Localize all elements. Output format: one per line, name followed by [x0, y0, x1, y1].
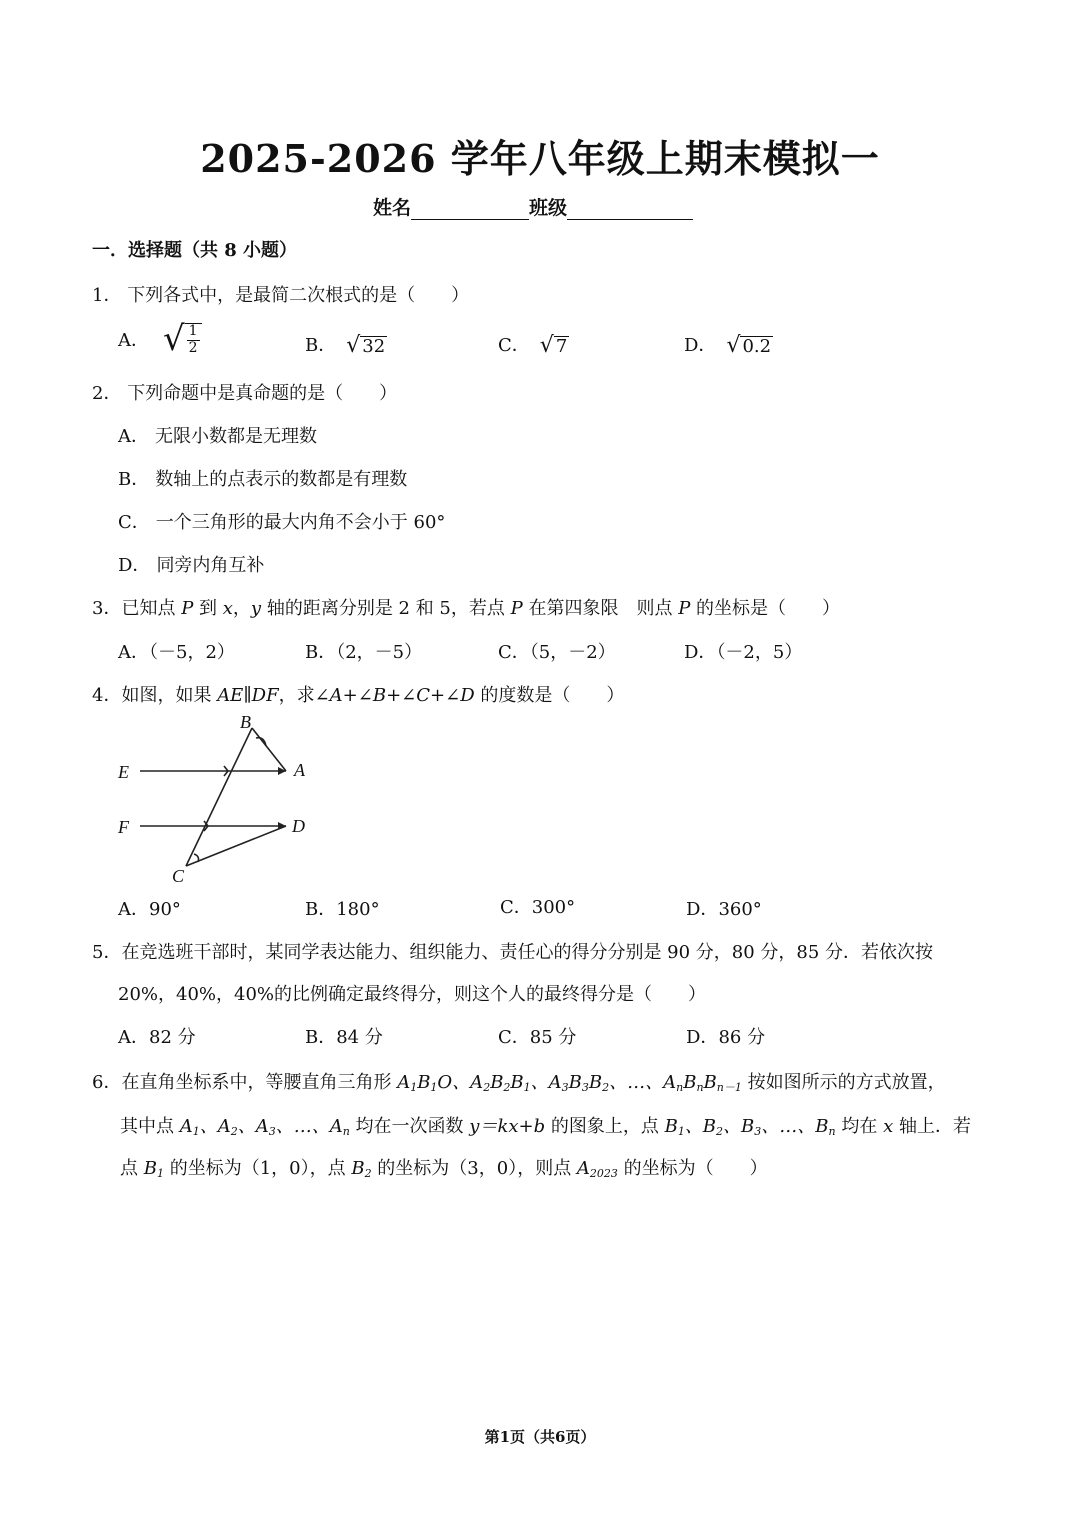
option-text: 数轴上的点表示的数都是有理数 — [155, 469, 408, 490]
math-var: D — [460, 685, 475, 706]
radicand: 0.2 — [742, 336, 772, 358]
q1-option-d[interactable] — [684, 331, 773, 357]
option-text: 82 分 — [149, 1027, 196, 1048]
question-6 — [92, 1068, 946, 1095]
math-expression: $B_1$、$B_2$、$B_3$、…、$B_n$ — [664, 1116, 836, 1138]
question-5 — [92, 938, 933, 964]
option-text: 86 分 — [718, 1027, 766, 1048]
math-var: AE — [217, 685, 244, 706]
stem-text: ，求∠ — [278, 685, 330, 706]
fraction-denominator: 2 — [188, 339, 198, 356]
stem-text: 在第四象限 则点 — [522, 598, 679, 619]
sqrt-expression: √ 0.2 — [726, 333, 772, 358]
math-expression: y＝kx+b — [469, 1116, 546, 1137]
option-text: 300° — [531, 897, 576, 918]
q3-option-a[interactable] — [118, 638, 235, 664]
name-blank[interactable] — [411, 201, 529, 220]
q4-option-c[interactable] — [500, 893, 575, 919]
stem-text: ， — [232, 598, 251, 619]
stem-text: 轴上．若 — [893, 1116, 971, 1137]
math-var: P — [510, 598, 523, 619]
stem-text: 的坐标为（3，0），则点 — [371, 1158, 577, 1179]
math-var: x — [883, 1116, 894, 1137]
question-5-line-2: 20%，40%，40%的比例确定最终得分，则这个人的最终得分是（ ） — [118, 984, 707, 1005]
stem-text: 到 — [193, 598, 223, 619]
q1-option-b[interactable] — [305, 331, 387, 357]
name-class-line — [373, 193, 693, 220]
option-label: A． — [118, 1027, 149, 1048]
option-text: 90° — [149, 899, 181, 920]
stem-text: 如图，如果 — [121, 685, 218, 706]
math-expression: $A_{2023}$ — [576, 1158, 618, 1180]
question-3 — [92, 594, 840, 620]
sqrt-expression: √ 32 — [346, 333, 386, 358]
stem-text: 均在 — [835, 1116, 884, 1137]
geometry-figure — [110, 708, 330, 893]
option-label: B． — [118, 469, 150, 490]
stem-text: 其中点 — [120, 1116, 180, 1137]
q4-option-b[interactable] — [305, 895, 380, 921]
segment-bc — [186, 728, 252, 866]
option-label: D． — [686, 899, 719, 920]
segment-ba — [252, 728, 286, 771]
q5-option-a[interactable] — [118, 1023, 196, 1049]
stem-text: 均在一次函数 — [349, 1116, 470, 1137]
class-label: 班级 — [529, 197, 568, 219]
q1-option-a[interactable] — [118, 319, 202, 359]
math-var: y — [250, 598, 262, 619]
math-var: C — [416, 685, 431, 706]
q3-option-c[interactable] — [498, 638, 616, 664]
question-stem: 下列命题中是真命题的是（ ） — [127, 383, 398, 404]
class-blank[interactable] — [567, 201, 693, 220]
option-label: B． — [305, 1027, 337, 1048]
segment-cd — [186, 826, 286, 866]
stem-text: 在直角坐标系中，等腰直角三角形 — [121, 1072, 398, 1093]
page-title: 2025-2026 学年八年级上期末模拟一 — [200, 136, 880, 181]
option-label: C． — [118, 512, 150, 533]
arrow-d — [278, 822, 286, 830]
math-expression: $B_2$ — [351, 1158, 372, 1180]
option-label: B． — [305, 335, 337, 356]
option-label: C． — [498, 335, 530, 356]
q3-option-d[interactable] — [684, 638, 802, 664]
option-text: 85 分 — [529, 1027, 577, 1048]
stem-text: 在竞选班干部时，某同学表达能力、组织能力、责任心的得分分别是 90 分，80 分，85 分．若依次按 — [121, 942, 934, 963]
option-label: D． — [684, 335, 717, 356]
label-c: C — [172, 866, 185, 886]
question-2 — [92, 379, 397, 405]
option-text: （－5，2） — [149, 642, 235, 663]
radicand: 7 — [555, 336, 568, 358]
option-label: C． — [500, 897, 532, 918]
option-label: C． — [498, 642, 530, 663]
question-number: 3． — [92, 598, 122, 619]
q5-option-d[interactable] — [686, 1023, 765, 1049]
question-1 — [92, 281, 469, 307]
question-6-line-3 — [120, 1154, 768, 1180]
stem-text: 的度数是（ ） — [474, 685, 625, 706]
stem-text: 的图象上，点 — [545, 1116, 665, 1137]
angle-c-mark — [194, 854, 199, 862]
page-number: 第1页（共6页） — [484, 1428, 596, 1446]
parallel-symbol: ∥ — [243, 685, 252, 706]
option-label: D． — [684, 642, 717, 663]
stem-text: 点 — [120, 1158, 144, 1179]
option-label: D． — [118, 555, 151, 576]
math-var: P — [678, 598, 691, 619]
option-label: D． — [686, 1027, 719, 1048]
option-label: B． — [305, 642, 337, 663]
q5-option-b[interactable] — [305, 1023, 383, 1049]
option-text: 一个三角形的最大内角不会小于 60° — [155, 512, 446, 533]
option-label: A． — [118, 330, 149, 351]
question-number: 2． — [92, 383, 122, 404]
option-text: （－2，5） — [716, 642, 803, 663]
stem-text: +∠ — [386, 685, 417, 706]
option-text: 同旁内角互补 — [156, 555, 265, 576]
name-label: 姓名 — [373, 197, 412, 219]
stem-text: 已知点 — [121, 598, 182, 619]
question-number: 5． — [92, 942, 122, 963]
section-heading: 一．选择题（共 8 小题） — [92, 240, 298, 261]
option-label: A． — [118, 642, 149, 663]
option-text: 84 分 — [336, 1027, 383, 1048]
option-text: （2，－5） — [336, 642, 423, 663]
question-number: 4． — [92, 685, 122, 706]
label-b: B — [240, 712, 251, 732]
fraction-numerator: 1 — [188, 323, 198, 340]
question-number: 1． — [92, 285, 122, 306]
label-f: F — [118, 817, 129, 837]
stem-text: 的坐标为（1，0），点 — [163, 1158, 352, 1179]
option-label: B． — [305, 899, 337, 920]
stem-text: 按如图所示的方式放置， — [741, 1072, 946, 1093]
stem-text: 的坐标为（ ） — [617, 1158, 768, 1179]
option-label: A． — [118, 899, 149, 920]
q1-option-c[interactable] — [498, 331, 569, 357]
stem-text: +∠ — [430, 685, 461, 706]
math-expression: $B_1$ — [143, 1158, 164, 1180]
q2-option-b[interactable] — [118, 465, 407, 491]
math-expression: $A_1B_1O$、$A_2B_2B_1$、$A_3B_3B_2$、…、$A_nB_nB_{n-1}$ — [397, 1072, 742, 1094]
label-a: A — [294, 760, 305, 780]
option-text: 180° — [336, 899, 380, 920]
sqrt-expression: √ $\frac{1}{2}$ — [163, 322, 202, 356]
math-var: A — [329, 685, 343, 706]
q5-option-c[interactable] — [498, 1023, 576, 1049]
question-number: 6． — [92, 1072, 122, 1093]
label-d: D — [292, 816, 305, 836]
math-var: x — [222, 598, 233, 619]
stem-text: +∠ — [342, 685, 373, 706]
stem-text: 轴的距离分别是 2 和 5，若点 — [261, 598, 511, 619]
option-text: 无限小数都是无理数 — [155, 426, 317, 447]
stem-text: 的坐标是（ ） — [690, 598, 841, 619]
q2-option-c[interactable] — [118, 508, 445, 534]
option-text: （5，－2） — [529, 642, 616, 663]
math-var: P — [181, 598, 194, 619]
math-var: B — [372, 685, 387, 706]
math-expression: $A_1$、$A_2$、$A_3$、…、$A_n$ — [179, 1116, 350, 1138]
question-6-line-2 — [120, 1112, 971, 1138]
label-e: E — [118, 762, 129, 782]
q3-option-b[interactable] — [305, 638, 422, 664]
q4-option-d[interactable] — [686, 895, 762, 921]
option-text: 360° — [718, 899, 762, 920]
option-label: C． — [498, 1027, 530, 1048]
q2-option-a[interactable] — [118, 422, 317, 448]
q2-option-d[interactable] — [118, 551, 264, 577]
option-label: A． — [118, 426, 149, 447]
radicand: 32 — [362, 336, 386, 358]
question-4 — [92, 681, 624, 707]
sqrt-expression: √ 7 — [539, 333, 568, 358]
math-var: DF — [251, 685, 279, 706]
question-stem: 下列各式中，是最简二次根式的是（ ） — [127, 285, 470, 306]
q4-option-a[interactable] — [118, 895, 181, 921]
